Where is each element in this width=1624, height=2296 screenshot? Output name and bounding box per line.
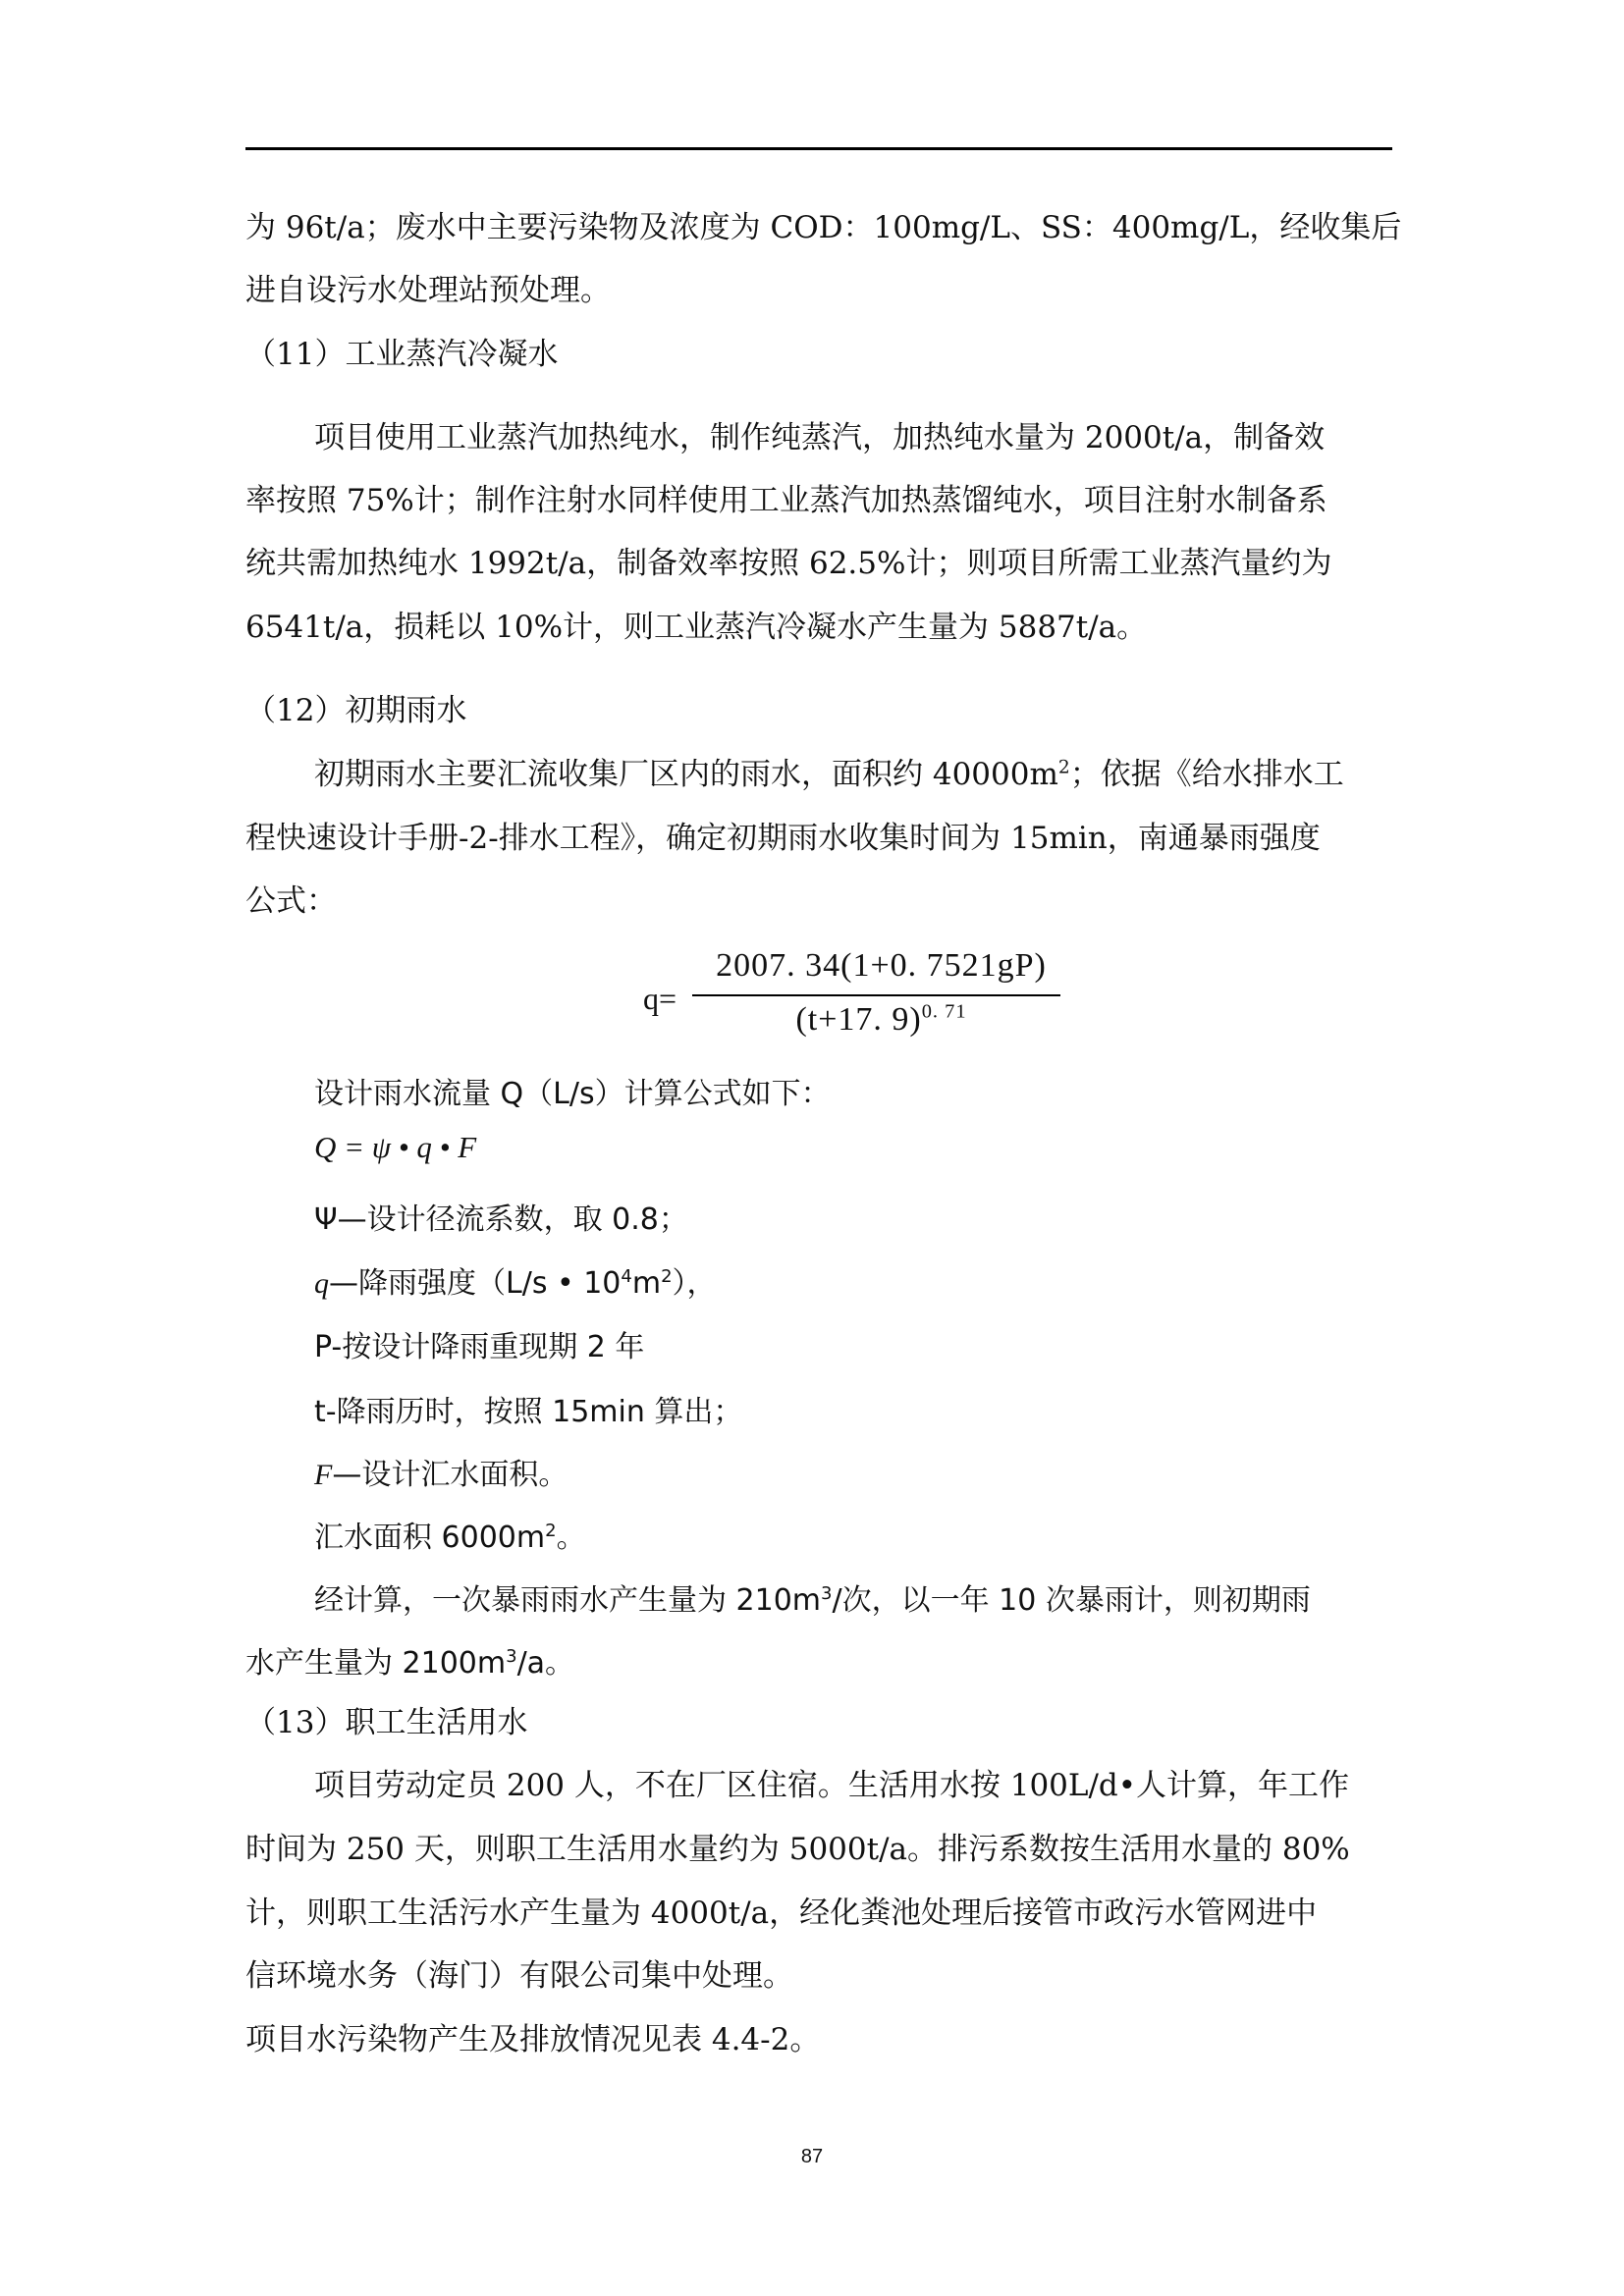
paragraph-line: 项目水污染物产生及排放情况见表 4.4-2。 <box>245 2022 821 2057</box>
paragraph-line: 公式： <box>245 883 337 919</box>
definition-p: P-按设计降雨重现期 2 年 <box>314 1330 645 1364</box>
result-line: 经计算，一次暴雨雨水产生量为 $210m^3/$次，以一年 10 次暴雨计，则初期雨 <box>314 1583 1311 1618</box>
definition-f: F—设计汇水面积。 <box>314 1458 568 1492</box>
rainfall-intensity-formula <box>643 947 1065 1055</box>
paragraph-line: 项目劳动定员 200 人，不在厂区住宿。生活用水按 100L/d•人计算，年工作 <box>314 1768 1350 1803</box>
paragraph-line: 项目使用工业蒸汽加热纯水，制作纯蒸汽，加热纯水量为 2000t/a，制备效 <box>314 420 1326 455</box>
paragraph-line: 计，则职工生活污水产生量为 4000t/a，经化粪池处理后接管市政污水管网进中 <box>245 1896 1318 1931</box>
paragraph-line: 信环境水务（海门）有限公司集中处理。 <box>245 1958 793 1994</box>
section-heading-12: （12）初期雨水 <box>245 693 467 728</box>
formula-lhs: q= <box>643 981 677 1016</box>
catchment-area: 汇水面积 $6000m^2$。 <box>314 1521 586 1555</box>
formula-numerator: 2007. 34(1+0. 7521gP) <box>716 947 1047 984</box>
section-heading-11: （11）工业蒸汽冷凝水 <box>245 337 559 372</box>
formula-denominator: (t+17. 9)$^{0. 71}$ <box>795 1000 967 1038</box>
result-line: 水产生量为 $2100m^3/a$。 <box>245 1646 575 1681</box>
flow-formula: Q = ψ • q • F <box>314 1130 477 1164</box>
paragraph-line: 6541t/a，损耗以 10%计，则工业蒸汽冷凝水产生量为 5887t/a。 <box>245 610 1148 645</box>
paragraph-line: 统共需加热纯水 1992t/a，制备效率按照 62.5%计；则项目所需工业蒸汽量约为 <box>245 546 1332 581</box>
page-number: 87 <box>800 2146 824 2167</box>
paragraph-line: 率按照 75%计；制作注射水同样使用工业蒸汽加热蒸馏纯水，项目注射水制备系 <box>245 483 1327 518</box>
paragraph-line: 进自设污水处理站预处理。 <box>245 273 611 308</box>
paragraph-line: 初期雨水主要汇流收集厂区内的雨水，面积约 $40000m^2$；依据《给水排水工 <box>314 757 1344 792</box>
paragraph-line: 程快速设计手册-2-排水工程》，确定初期雨水收集时间为 15min，南通暴雨强度 <box>245 821 1321 856</box>
section-heading-13: （13）职工生活用水 <box>245 1705 528 1740</box>
definition-q: q—降雨强度（L/s • $10^4m^2$）， <box>314 1266 717 1301</box>
paragraph-line: 为 96t/a；废水中主要污染物及浓度为 COD：100mg/L、SS：400mg/L，经收集后 <box>245 210 1402 245</box>
paragraph-line: 设计雨水流量 Q（L/s）计算公式如下： <box>314 1077 831 1111</box>
header-rule <box>245 147 1392 150</box>
paragraph-line: 时间为 250 天，则职工生活用水量约为 5000t/a。排污系数按生活用水量的 80% <box>245 1832 1350 1867</box>
definition-t: t-降雨历时，按照 15min 算出； <box>314 1395 743 1429</box>
definition-psi: Ψ—设计径流系数，取 0.8； <box>314 1202 688 1237</box>
fraction-bar <box>692 994 1060 996</box>
